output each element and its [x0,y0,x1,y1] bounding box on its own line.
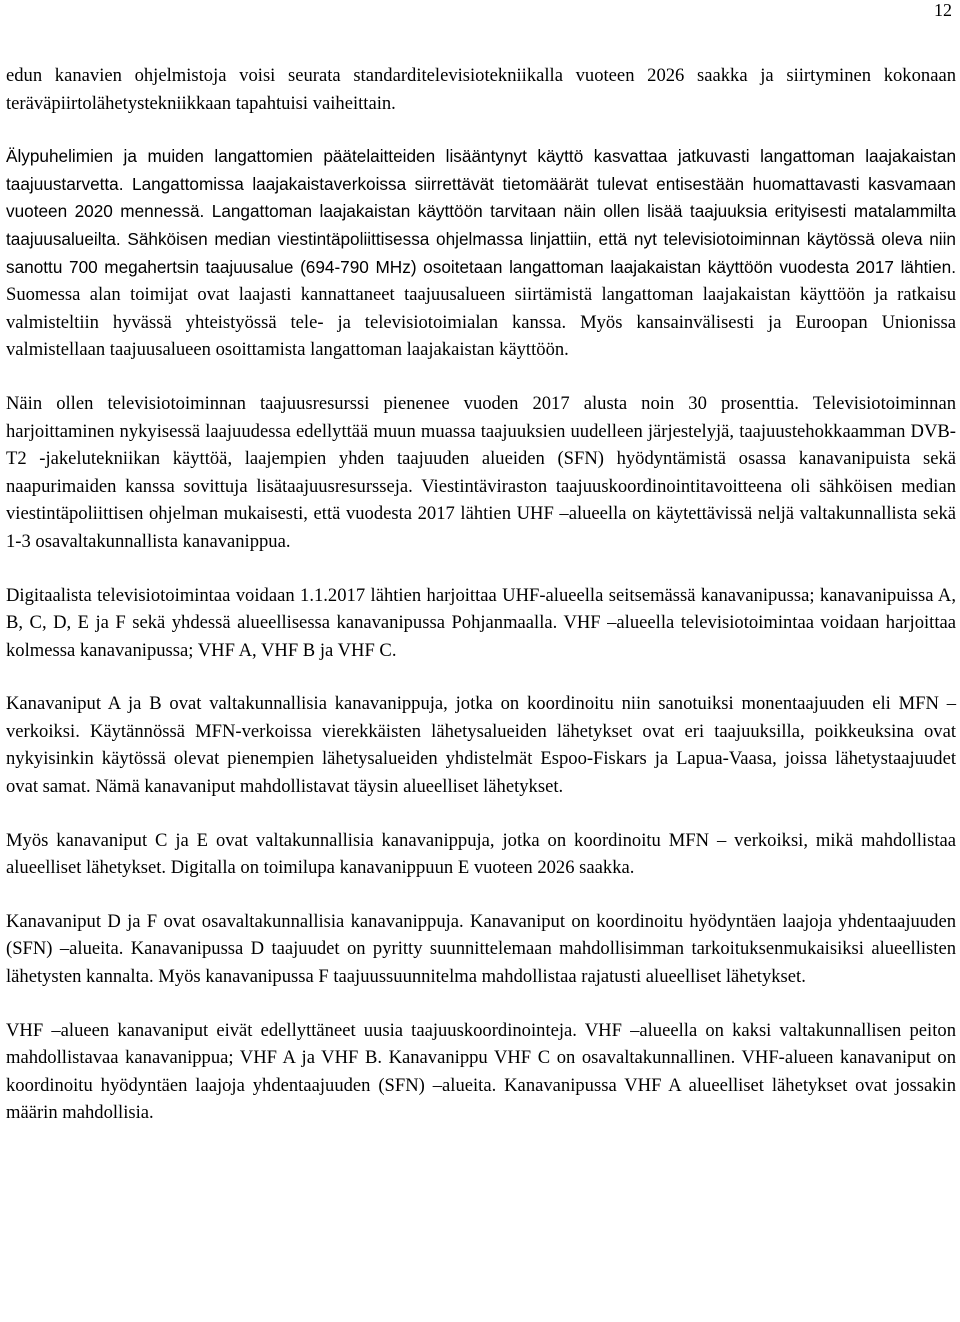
paragraph-6-text: Myös kanavaniput C ja E ovat valtakunnallisia kanavanippuja, jotka on koordinoitu MFN – verkoiksi, mikä mahdollistaa alueelliset lähetykset. Digitalla on toimilupa kanavanippuun E vuoteen 2026 saakka. [6,829,956,879]
paragraph-1 [6,62,956,117]
paragraph-2-text-serif: Suomessa alan toimijat ovat laajasti kannattaneet taajuusalueen siirtämistä langattoman laajakaistan käyttöön ja ratkaisu valmisteltiin hyvässä yhteistyössä tele- ja televisiotoimialan kanssa. Myös kansainvälisesti ja Euroopan Unionissa valmistellaan taajuusalueen osoittamista langattoman laajakaistan käyttöön. [6,284,956,361]
paragraph-8-text: VHF –alueen kanavaniput eivät edellyttäneet uusia taajuuskoordinointeja. VHF –alueella on kaksi valtakunnallisen peiton mahdollistavaa kanavanippua; VHF A ja VHF B. Kanavanippu VHF C on osavaltakunnallinen. VHF-alueen kanavaniput on koordinoitu hyödyntäen laajoja yhdentaajuuden (SFN) –alueita. Kanavanipussa VHF A alueelliset lähetykset ovat jossakin määrin mahdollisia. [6,1019,956,1124]
paragraph-3 [6,390,956,556]
paragraph-3-text: Näin ollen televisiotoiminnan taajuusresurssi pienenee vuoden 2017 alusta noin 30 prosenttia. Televisiotoiminnan harjoittaminen nykyisessä laajuudessa edellyttää muun muassa taajuuksien uudelleen järjestelyjä, taajuustehokkaamman DVB-T2 -jakelutekniikan käyttöä, laajempien yhden taajuuden alueiden (SFN) hyödyntämistä osassa kanavanipuista sekä naapurimaiden kanssa sovittuja lisätaajuusresursseja. Viestintäviraston taajuuskoordinointitavoitteena oli sähköisen median viestintäpoliittisen ohjelman mukaisesti, että vuodesta 2017 lähtien UHF –alueella on käytettävissä neljä valtakunnallista sekä 1-3 osavaltakunnallista kanavanippua. [6,392,956,552]
paragraph-4-text: Digitaalista televisiotoimintaa voidaan 1.1.2017 lähtien harjoittaa UHF-alueella seitsemässä kanavanipussa; kanavanipuissa A, B, C, D, E ja F sekä yhdessä alueellisessa kanavanipussa Pohjanmaalla. VHF –alueella televisiotoimintaa voidaan harjoittaa kolmessa kanavanipussa; VHF A, VHF B ja VHF C. [6,584,956,661]
paragraph-8 [6,1017,956,1127]
paragraph-4 [6,582,956,665]
paragraph-2-text-sans: Älypuhelimien ja muiden langattomien päätelaitteiden lisääntynyt käyttö kasvattaa jatkuvasti langattoman laajakaistan taajuustarvetta. Langattomissa laajakaistaverkoissa siirrettävät tietomäärät tulevat entisestään huomattavasti kasvamaan vuoteen 2020 mennessä. Langattoman laajakaistan käyttöön tarvitaan näin ollen lisää taajuuksia erityisesti matalammilta taajuusalueilta. Sähköisen median viestintäpoliittisessa ohjelmassa linjattiin, että nyt televisiotoiminnan käytössä oleva niin sanottu 700 megahertsin taajuusalue (694-790 MHz) osoitetaan langattoman laajakaistan käyttöön vuodesta 2017 lähtien. [6,146,956,277]
page-number: 12 [934,0,952,20]
document-body [6,62,956,1153]
paragraph-6 [6,827,956,882]
paragraph-5-text: Kanavaniput A ja B ovat valtakunnallisia kanavanippuja, jotka on koordinoitu niin sanotuiksi monentaajuuden eli MFN –verkoiksi. Käytännössä MFN-verkoissa vierekkäisten lähetysalueiden lähetykset ovat eri taajuuksilla, poikkeuksina ovat nykyisinkin käytössä olevat pienempien lähetysalueiden yhdistelmät Espoo-Fiskars ja Lapua-Vaasa, joissa lähetystaajuudet ovat samat. Nämä kanavaniput mahdollistavat täysin alueelliset lähetykset. [6,693,956,798]
paragraph-5 [6,690,956,800]
paragraph-1-text: edun kanavien ohjelmistoja voisi seurata standarditelevisiotekniikalla vuoteen 2026 saakka ja siirtyminen kokonaan teräväpiirtolähetystekniikkaan tapahtuisi vaiheittain. [6,65,956,114]
paragraph-7-text: Kanavaniput D ja F ovat osavaltakunnallisia kanavanippuja. Kanavaniput on koordinoitu hyödyntäen laajoja yhdentaajuuden (SFN) –alueita. Kanavanipussa D taajuudet on pyritty suunnittelemaan mahdollisimman tarkoituksenmukaisiksi alueellisten lähetysten kannalta. Myös kanavanipussa F taajuussuunnitelma mahdollistaa rajatusti alueelliset lähetykset. [6,910,956,988]
paragraph-7 [6,908,956,991]
paragraph-2 [6,143,956,364]
